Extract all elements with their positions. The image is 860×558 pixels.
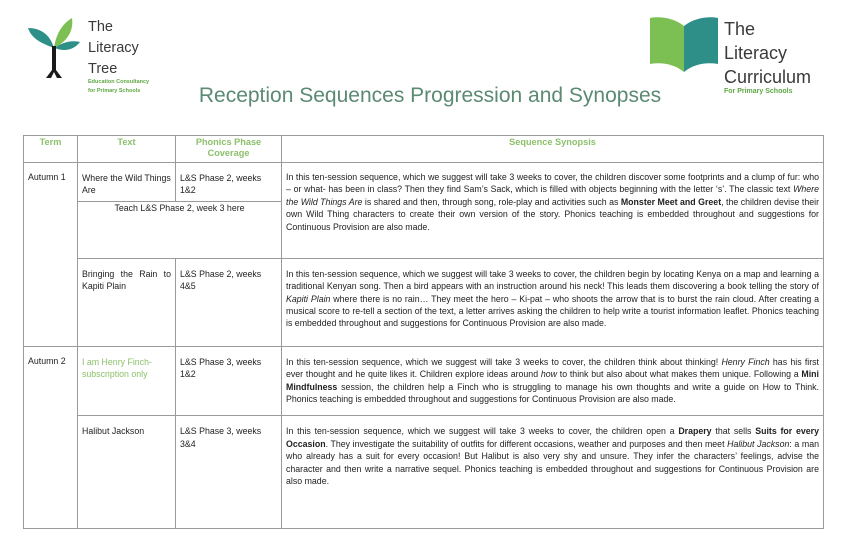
header-phonics: Phonics Phase Coverage: [176, 136, 282, 163]
phonics-cell: L&S Phase 3, weeks 1&2: [176, 346, 282, 416]
table-header-row: [24, 136, 824, 163]
text-cell: Where the Wild Things Are: [78, 163, 176, 202]
synopsis-cell: In this ten-session sequence, which we suggest will take 3 weeks to cover, the children discover some footprints and a clump of fur: who – or what- has been in class? Then they find Sam’s Sack, which is filled with objects beginning with the letter ‘s’. The classic text Where the Wild Things Are is shared and then, through song, role-play and activities such as Monster Meet and Greet, the children devise their own Wild Thing characters to create their own version of the story. Phonics teaching is embedded throughout and suggestions for Continuous Provision are also made.: [282, 163, 824, 259]
phonics-cell: L&S Phase 2, weeks 1&2: [176, 163, 282, 202]
term-cell: Autumn 2: [24, 346, 78, 528]
literacy-tree-logo: [26, 14, 149, 94]
logo-tagline: for Primary Schools: [88, 87, 141, 94]
synopsis-cell: In this ten-session sequence, which we suggest will take 3 weeks to cover, the children think about thinking! Henry Finch has his first ever thought and he quite likes it. Children explore ideas around how to think but also about what makes them unique. Following a Mini Mindfulness session, the children help a Finch who is struggling to manage his own thoughts and write a guide on How to Think. Phonics teaching is embedded throughout and suggestions for Continuous Provision are also made.: [282, 346, 824, 416]
term-cell: Autumn 1: [24, 163, 78, 347]
synopsis-cell: In this ten-session sequence, which we suggest will take 3 weeks to cover, the children begin by locating Kenya on a map and learning a traditional Kenyan song. Then a bird appears with an instruction around his neck! This leads them discovering a book telling the story of Kapiti Plain where there is no rain… They meet the hero – Ki-pat – who shoots the arrow that is to burst the rain cloud. After creating a musical score to re-tell a section of the text, a letter arrives asking the children to help write a tourist information leaflet. Phonics teaching is embedded throughout and suggestions for Continuous Provision are also made.: [282, 258, 824, 346]
open-book-logo-icon: [650, 14, 718, 74]
logo-name-line: Tree: [88, 61, 118, 77]
header-text: Text: [78, 136, 176, 163]
logo-name-line: Literacy: [88, 40, 139, 56]
phonics-cell: L&S Phase 2, weeks 4&5: [176, 258, 282, 346]
logo-name-line: Literacy: [724, 43, 788, 63]
tree-logo-icon: [26, 14, 82, 80]
sequences-table: [23, 135, 824, 529]
table-row: [24, 346, 824, 416]
logo-tagline: For Primary Schools: [724, 88, 793, 95]
text-cell-link[interactable]: I am Henry Finch- subscription only: [78, 346, 176, 416]
text-cell: Bringing the Rain to Kapiti Plain: [78, 258, 176, 346]
logo-tagline: Education Consultancy: [88, 79, 150, 85]
header-term: Term: [24, 136, 78, 163]
text-cell: Halibut Jackson: [78, 416, 176, 528]
logo-name-line: The: [88, 19, 113, 35]
phonics-cell: L&S Phase 3, weeks 3&4: [176, 416, 282, 528]
phonics-note: Teach L&S Phase 2, week 3 here: [78, 201, 282, 258]
table-row: [24, 258, 824, 346]
page-title: Reception Sequences Progression and Synopses: [198, 84, 662, 107]
logo-name-line: Curriculum: [724, 67, 812, 87]
table-row: [24, 163, 824, 202]
header-synopsis: Sequence Synopsis: [282, 136, 824, 163]
table-row: [24, 416, 824, 528]
synopsis-cell: In this ten-session sequence, which we suggest will take 3 weeks to cover, the children open a Drapery that sells Suits for every Occasion. They investigate the suitability of outfits for different occasions, weather and purposes and then meet Halibut Jackson: a man who already has a suit for every occasion! But Halibut is also very shy and unsure. They infer the characters’ feelings, advise the character and then write a narrative sequel. Phonics teaching is embedded throughout and suggestions for Continuous Provision are also made.: [282, 416, 824, 528]
logo-name-line: The: [724, 19, 756, 39]
